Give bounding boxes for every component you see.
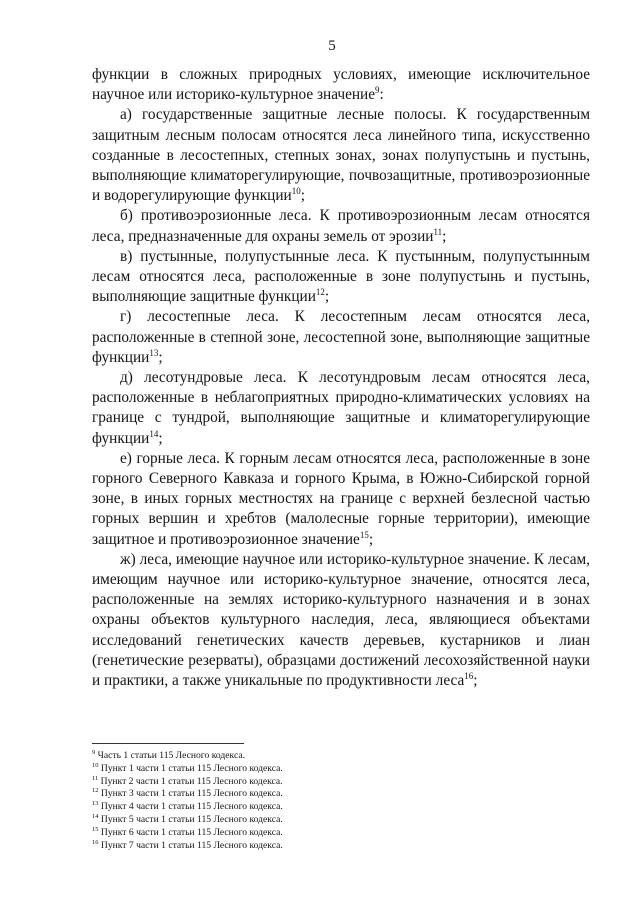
footnote: $^{11}$ Пункт 2 части 1 статьи 115 Лесного кодекса. bbox=[92, 774, 283, 787]
footnote: $^9$ Часть 1 статьи 115 Лесного кодекса. bbox=[92, 749, 245, 761]
footnote: $^{12}$ Пункт 3 части 1 статьи 115 Лесного кодекса. bbox=[92, 787, 283, 800]
footnote-ref: 9 bbox=[375, 85, 380, 96]
footnotes bbox=[92, 743, 392, 852]
paragraph-b: б) противоэрозионные леса. К противоэрозионным лесам относятся леса, предназначенные для охраны земель от эрозии$^{11}$; bbox=[92, 207, 590, 245]
footnote-divider bbox=[92, 743, 244, 744]
paragraph-zh: ж) леса, имеющие научное или историко-культурное значение. К лесам, имеющим научное или историко-культурное значение, относятся леса, расположенные на землях историко-культурного назначения и в зонах охраны объектов культурного наследия, леса, являющиеся объектами исследований генетических качеств деревьев, кустарников и лиан (генетические резерваты), образцами достижений лесохозяйственной науки и практики, а также уникальные по продуктивности леса$^{16}$; bbox=[92, 550, 590, 690]
footnote: $^{10}$ Пункт 1 части 1 статьи 115 Лесного кодекса. bbox=[92, 761, 283, 774]
footnote-ref: 12 bbox=[315, 287, 325, 298]
paragraph-v: в) пустынные, полупустынные леса. К пустынным, полупустынным лесам относятся леса, расположенные в зоне полупустынь и пустынь, выполняющие защитные функции$^{12}$; bbox=[92, 247, 590, 306]
paragraph-a: а) государственные защитные лесные полосы. К государственным защитным лесным полосам относятся леса линейного типа, искусственно созданные в лесостепных, степных зонах, зонах полупустынь и пустынь, выполняющие климаторегулирующие, почвозащитные, противоэрозионные и водорегулирующие функции$^{10}$; bbox=[92, 106, 590, 205]
body-text bbox=[92, 65, 590, 691]
paragraph-g: г) лесостепные леса. К лесостепным лесам относятся леса, расположенные в степной зоне, лесостепной зоне, выполняющие защитные функции$^{13}$; bbox=[92, 308, 590, 366]
paragraph-e: е) горные леса. К горным лесам относятся леса, расположенные в зоне горного Северного Кавказа и горного Крыма, в Южно-Сибирской горной зоне, в иных горных местностях на границе с верхней безлесной частью горных вершин и хребтов (малолесные горные территории), имеющие защитное и противоэрозионное значение$^{15}$; bbox=[92, 449, 590, 548]
footnote-ref: 10 bbox=[291, 186, 301, 197]
footnote: $^{16}$ Пункт 7 части 1 статьи 115 Лесного кодекса. bbox=[92, 838, 283, 851]
footnote-ref: 11 bbox=[433, 226, 443, 237]
footnote-ref: 15 bbox=[359, 529, 369, 540]
footnote-ref: 13 bbox=[149, 347, 159, 358]
footnote: $^{14}$ Пункт 5 части 1 статьи 115 Лесного кодекса. bbox=[92, 812, 283, 825]
paragraph-d: д) лесотундровые леса. К лесотундровым лесам относятся леса, расположенные в неблагоприятных природно-климатических условиях на границе с тундрой, выполняющие защитные и климаторегулирующие функции$^{14}$; bbox=[92, 369, 590, 447]
page-number: 5 bbox=[328, 38, 336, 54]
footnote: $^{13}$ Пункт 4 части 1 статьи 115 Лесного кодекса. bbox=[92, 800, 283, 813]
footnote-ref: 14 bbox=[149, 428, 159, 439]
paragraph-intro: функции в сложных природных условиях, имеющие исключительное научное или историко-культурное значение$^9$: bbox=[92, 66, 590, 104]
footnote: $^{15}$ Пункт 6 части 1 статьи 115 Лесного кодекса. bbox=[92, 825, 283, 838]
footnote-ref: 16 bbox=[464, 671, 474, 682]
